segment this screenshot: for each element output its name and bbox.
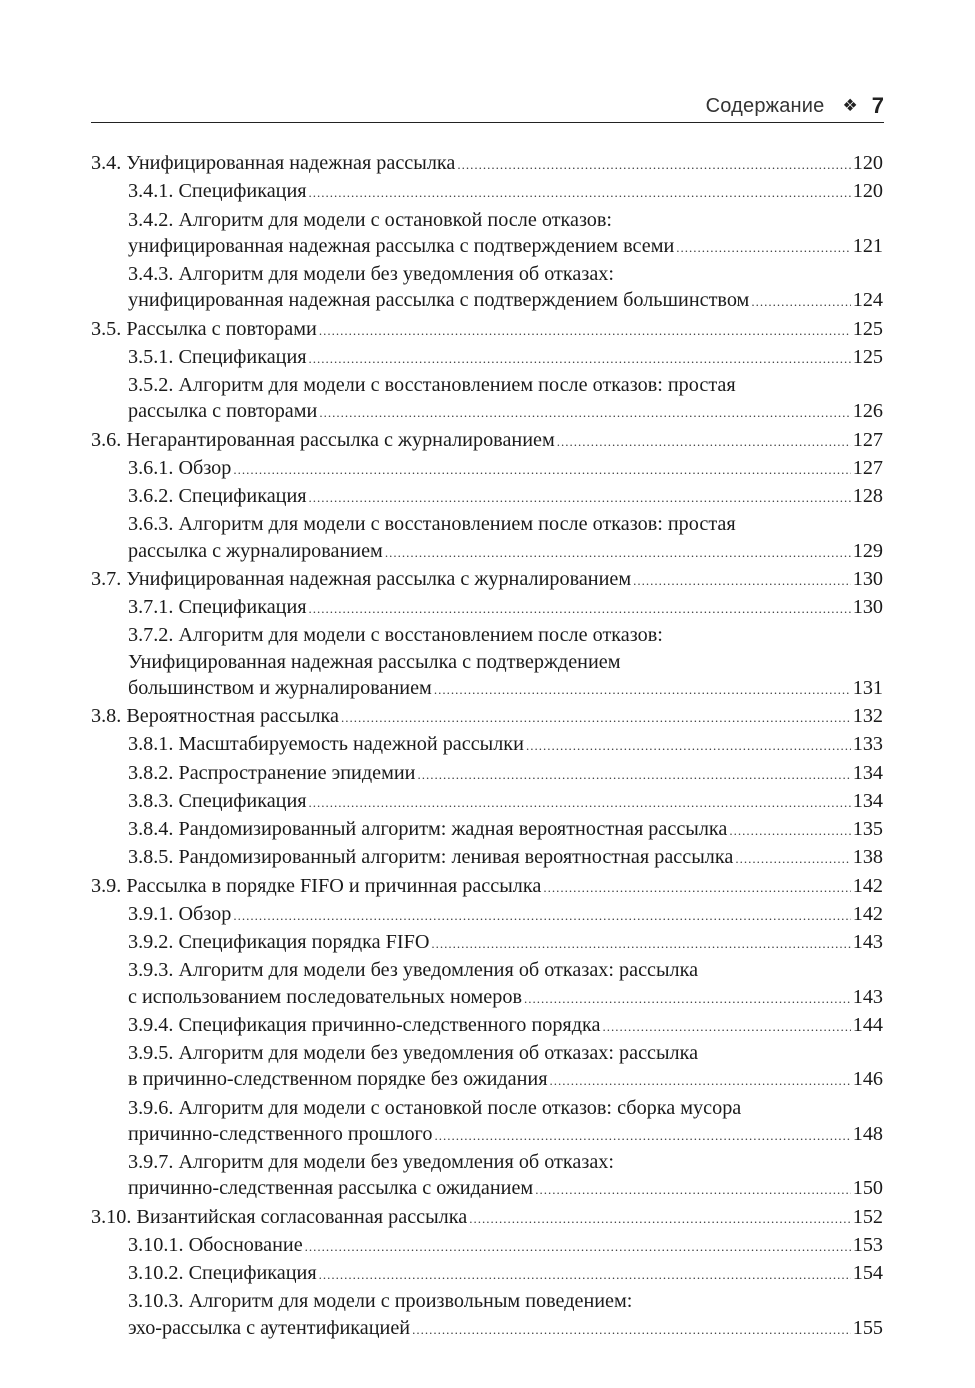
toc-entry-leader-row — [91, 1204, 883, 1232]
toc-page-number: 143 — [852, 985, 883, 1008]
toc-subsection-entry[interactable] — [91, 760, 883, 788]
toc-entry-leader-row — [128, 731, 883, 759]
toc-entry-title-line: с использованием последовательных номеров — [128, 985, 522, 1008]
toc-page-number: 155 — [852, 1316, 883, 1339]
dot-leader — [309, 180, 851, 206]
toc-subsection-entry[interactable] — [91, 483, 883, 511]
dot-leader — [557, 429, 851, 455]
toc-page-number: 129 — [852, 539, 883, 562]
dot-leader — [526, 733, 851, 759]
dot-leader — [309, 485, 851, 511]
toc-page-number: 152 — [852, 1205, 883, 1228]
toc-subsection-entry[interactable] — [91, 1260, 883, 1288]
toc-entry-title-line: 3.6. Негарантированная рассылка с журналированием — [91, 428, 555, 451]
toc-entry-title-line: унифицированная надежная рассылка с подтверждением большинством — [128, 289, 750, 312]
toc-entry-title-line: 3.4. Унифицированная надежная рассылка — [91, 152, 456, 174]
dot-leader — [309, 790, 851, 816]
toc-page-number: 154 — [852, 1262, 883, 1284]
toc-entry-leader-row — [128, 287, 883, 315]
toc-entry-leader-row — [128, 594, 883, 622]
toc-page-number: 130 — [852, 596, 883, 618]
toc-entry-title-line: 3.8.3. Спецификация — [128, 789, 307, 812]
toc-subsection-entry[interactable] — [91, 372, 883, 427]
toc-page-number: 144 — [852, 1013, 883, 1036]
toc-page-number: 124 — [852, 289, 883, 312]
dot-leader — [751, 289, 850, 315]
dot-leader — [729, 818, 850, 844]
toc-entry-leader-row — [91, 566, 883, 594]
toc-page-number: 135 — [852, 818, 883, 840]
fleuron-icon: ❖ — [842, 96, 858, 115]
table-of-contents — [91, 150, 883, 1343]
toc-entry-leader-row — [128, 675, 883, 703]
toc-entry-leader-row — [91, 427, 883, 455]
toc-entry-title-line: причинно-следственная рассылка с ожиданием — [128, 1177, 534, 1200]
toc-page-number: 126 — [852, 400, 883, 423]
toc-section-entry[interactable] — [91, 316, 883, 344]
toc-entry-title-line: 3.6.2. Спецификация — [128, 485, 307, 507]
toc-entry-leader-row — [91, 316, 883, 344]
toc-page-number: 127 — [852, 456, 883, 479]
toc-page-number: 148 — [852, 1122, 883, 1145]
dot-leader — [319, 400, 850, 426]
dot-leader — [319, 318, 851, 344]
toc-subsection-entry[interactable] — [91, 207, 883, 262]
toc-section-entry[interactable] — [91, 150, 883, 178]
toc-page-number: 134 — [852, 789, 883, 812]
toc-page-number: 130 — [852, 567, 883, 590]
dot-leader — [309, 596, 851, 622]
toc-section-entry[interactable] — [91, 873, 883, 901]
toc-subsection-entry[interactable] — [91, 1288, 883, 1343]
toc-page-number: 146 — [852, 1068, 883, 1091]
dot-leader — [469, 1206, 851, 1232]
toc-subsection-entry[interactable] — [91, 1149, 883, 1204]
toc-subsection-entry[interactable] — [91, 929, 883, 957]
toc-entry-title-line: 3.10. Византийская согласованная рассылка — [91, 1205, 468, 1228]
toc-entry-title-line: причинно-следственного прошлого — [128, 1122, 433, 1145]
toc-entry-leader-row — [128, 929, 883, 957]
toc-entry-leader-row — [128, 178, 883, 206]
toc-subsection-entry[interactable] — [91, 594, 883, 622]
toc-entry-leader-row — [128, 1232, 883, 1260]
toc-subsection-entry[interactable] — [91, 344, 883, 372]
toc-entry-title-line: 3.6.1. Обзор — [128, 456, 232, 479]
toc-page-number: 131 — [852, 676, 883, 699]
running-header-title: Содержание — [705, 94, 825, 117]
toc-section-entry[interactable] — [91, 1204, 883, 1232]
toc-entry-title-line: 3.7. Унифицированная надежная рассылка с журналированием — [91, 567, 632, 590]
toc-entry-title-line: 3.4.2. Алгоритм для модели с остановкой после отказов: — [128, 208, 613, 231]
toc-entry-title-line: 3.8.4. Рандомизированный алгоритм: жадная вероятностная рассылка — [128, 818, 728, 840]
toc-page-number: 138 — [852, 846, 883, 869]
running-header — [91, 90, 884, 123]
toc-entry-title-line: 3.8.5. Рандомизированный алгоритм: ленивая вероятностная рассылка — [128, 846, 734, 869]
toc-entry-leader-row — [128, 984, 883, 1012]
toc-page-number: 127 — [852, 428, 883, 451]
dot-leader — [417, 762, 850, 788]
dot-leader — [633, 568, 851, 594]
toc-subsection-entry[interactable] — [91, 1040, 883, 1095]
dot-leader — [309, 346, 851, 372]
dot-leader — [434, 677, 851, 703]
toc-page-number: 142 — [852, 874, 883, 897]
toc-page-number: 125 — [852, 317, 883, 340]
toc-page-number: 150 — [852, 1177, 883, 1200]
toc-entry-title-line: 3.8.1. Масштабируемость надежной рассылки — [128, 733, 524, 756]
toc-entry-leader-row — [128, 344, 883, 372]
toc-page-number: 133 — [852, 733, 883, 756]
dot-leader — [676, 235, 850, 261]
toc-page-number: 125 — [852, 345, 883, 368]
toc-entry-leader-row — [128, 398, 883, 426]
toc-entry-leader-row — [128, 760, 883, 788]
dot-leader — [550, 1068, 851, 1094]
toc-entry-title-line: 3.10.3. Алгоритм для модели с произвольным поведением: — [128, 1290, 633, 1313]
toc-entry-title-line: 3.7.2. Алгоритм для модели с восстановлением после отказов: — [128, 624, 663, 647]
toc-subsection-entry[interactable] — [91, 816, 883, 844]
toc-page-number: 128 — [852, 485, 883, 507]
toc-entry-leader-row — [91, 873, 883, 901]
dot-leader — [341, 705, 851, 731]
dot-leader — [233, 903, 850, 929]
dot-leader — [457, 152, 850, 178]
toc-entry-title-line: 3.6.3. Алгоритм для модели с восстановлением после отказов: простая — [128, 513, 736, 536]
dot-leader — [434, 1123, 850, 1149]
toc-entry-title-line: 3.10.1. Обоснование — [128, 1233, 303, 1256]
toc-entry-title-line: 3.4.1. Спецификация — [128, 180, 307, 203]
toc-page-number: 153 — [852, 1233, 883, 1256]
toc-entry-leader-row — [128, 455, 883, 483]
toc-entry-leader-row — [128, 1012, 883, 1040]
toc-entry-title-line: унифицированная надежная рассылка с подтверждением всеми — [128, 234, 675, 257]
toc-page-number: 121 — [852, 234, 883, 257]
toc-entry-leader-row — [128, 816, 883, 844]
dot-leader — [319, 1262, 851, 1288]
toc-subsection-entry[interactable] — [91, 511, 883, 566]
toc-entry-leader-row — [128, 1260, 883, 1288]
toc-subsection-entry[interactable] — [91, 261, 883, 316]
toc-entry-title-line: большинством и журналированием — [128, 676, 432, 699]
toc-entry-title-line: 3.10.2. Спецификация — [128, 1262, 317, 1284]
dot-leader — [535, 1177, 851, 1203]
toc-entry-title-line: 3.8.2. Распространение эпидемии — [128, 761, 416, 784]
toc-entry-leader-row — [128, 233, 883, 261]
toc-entry-leader-row — [128, 1315, 883, 1343]
dot-leader — [524, 986, 851, 1012]
toc-entry-leader-row — [128, 844, 883, 872]
toc-subsection-entry[interactable] — [91, 178, 883, 206]
toc-section-entry[interactable] — [91, 427, 883, 455]
toc-entry-title-line: в причинно-следственном порядке без ожидания — [128, 1068, 548, 1091]
toc-subsection-entry[interactable] — [91, 788, 883, 816]
toc-section-entry[interactable] — [91, 566, 883, 594]
toc-entry-leader-row — [128, 483, 883, 511]
toc-page-number: 132 — [852, 705, 883, 727]
dot-leader — [412, 1317, 851, 1343]
toc-subsection-entry[interactable] — [91, 731, 883, 759]
toc-page-number: 120 — [852, 180, 883, 203]
dot-leader — [385, 540, 851, 566]
toc-entry-title-line: 3.7.1. Спецификация — [128, 596, 307, 618]
toc-subsection-entry[interactable] — [91, 1095, 883, 1150]
toc-entry-leader-row — [91, 703, 883, 731]
toc-subsection-entry[interactable] — [91, 455, 883, 483]
toc-entry-title-line: 3.9.6. Алгоритм для модели с остановкой после отказов: сборка мусора — [128, 1096, 742, 1119]
toc-subsection-entry[interactable] — [91, 957, 883, 1012]
toc-subsection-entry[interactable] — [91, 1232, 883, 1260]
toc-section-entry[interactable] — [91, 703, 883, 731]
toc-subsection-entry[interactable] — [91, 844, 883, 872]
toc-entry-leader-row — [128, 901, 883, 929]
toc-entry-title-line: рассылка с журналированием — [128, 539, 383, 562]
toc-entry-title-line: 3.9.7. Алгоритм для модели без уведомления об отказах: — [128, 1151, 614, 1173]
toc-entry-leader-row — [91, 150, 883, 178]
toc-page-number: 134 — [852, 761, 883, 784]
toc-page-number: 142 — [852, 902, 883, 925]
dot-leader — [735, 846, 850, 872]
toc-entry-title-line: 3.9.5. Алгоритм для модели без уведомления об отказах: рассылка — [128, 1042, 699, 1064]
toc-entry-title-line: 3.9.3. Алгоритм для модели без уведомления об отказах: рассылка — [128, 959, 699, 982]
toc-entry-leader-row — [128, 1121, 883, 1149]
toc-entry-title-line: 3.5. Рассылка с повторами — [91, 317, 317, 340]
toc-entry-title-line: 3.9.1. Обзор — [128, 902, 232, 925]
toc-entry-leader-row — [128, 538, 883, 566]
toc-subsection-entry[interactable] — [91, 901, 883, 929]
toc-entry-leader-row — [128, 1066, 883, 1094]
dot-leader — [602, 1014, 850, 1040]
toc-entry-leader-row — [128, 788, 883, 816]
toc-entry-title-line: 3.9. Рассылка в порядке FIFO и причинная рассылка — [91, 874, 542, 897]
toc-entry-title-line: эхо-рассылка с аутентификацией — [128, 1316, 411, 1339]
dot-leader — [305, 1234, 851, 1260]
toc-page-number: 120 — [852, 152, 883, 174]
toc-entry-title-line: 3.5.2. Алгоритм для модели с восстановлением после отказов: простая — [128, 374, 736, 396]
dot-leader — [233, 457, 850, 483]
toc-entry-title-line: 3.9.2. Спецификация порядка FIFO — [128, 931, 430, 953]
toc-entry-title-line: 3.4.3. Алгоритм для модели без уведомления об отказах: — [128, 263, 614, 285]
toc-subsection-entry[interactable] — [91, 622, 883, 703]
toc-entry-title-line: 3.5.1. Спецификация — [128, 345, 307, 368]
dot-leader — [431, 931, 850, 957]
toc-entry-title-line: Унифицированная надежная рассылка с подтверждением — [128, 650, 621, 673]
toc-page-number: 143 — [852, 931, 883, 953]
page-number: 7 — [871, 93, 884, 118]
dot-leader — [543, 875, 850, 901]
toc-entry-title-line: 3.8. Вероятностная рассылка — [91, 705, 340, 727]
toc-entry-title-line: 3.9.4. Спецификация причинно-следственного порядка — [128, 1013, 601, 1036]
toc-subsection-entry[interactable] — [91, 1012, 883, 1040]
toc-entry-leader-row — [128, 1175, 883, 1203]
toc-entry-title-line: рассылка с повторами — [128, 400, 318, 423]
